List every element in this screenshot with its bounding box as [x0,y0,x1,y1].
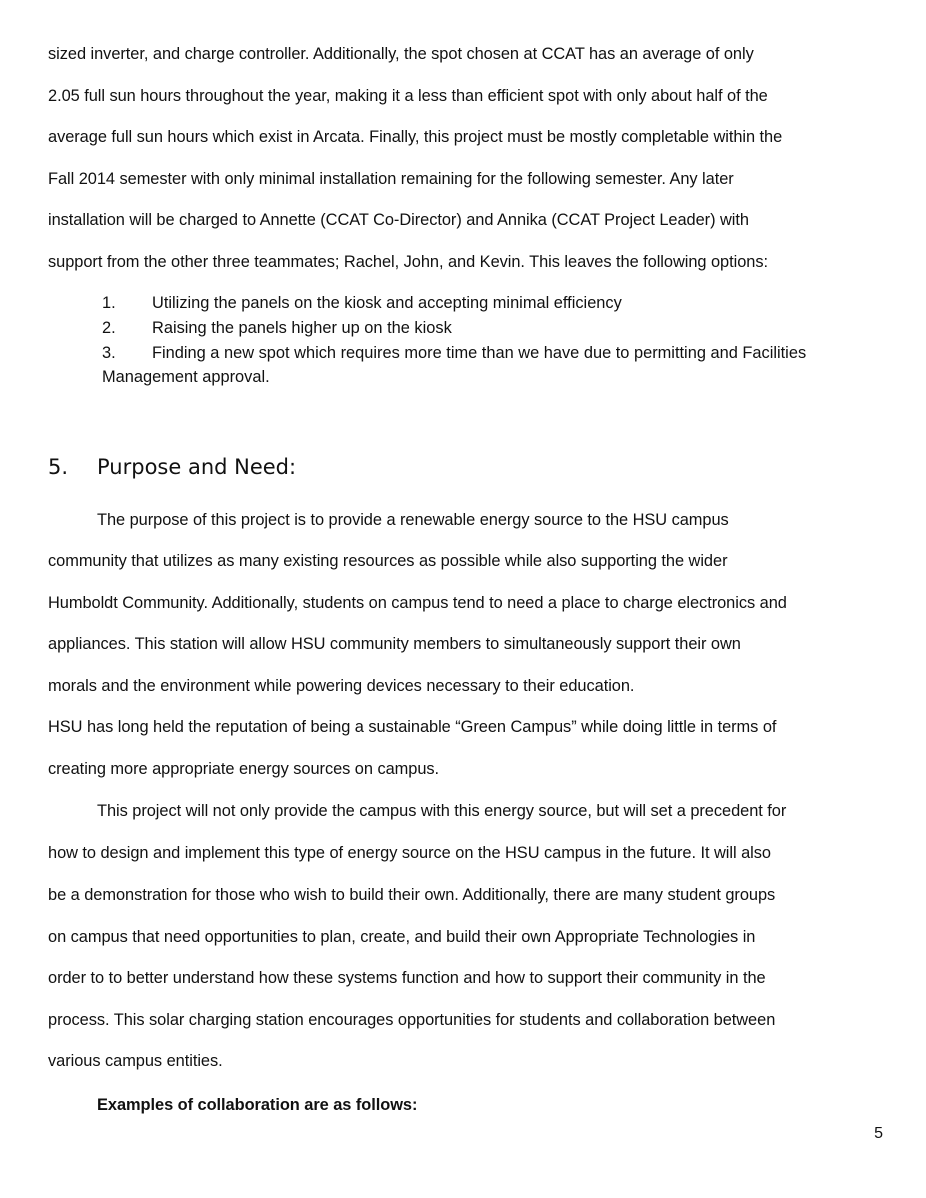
paragraph-line: This project will not only provide the campus with this energy source, but will set a precedent for [97,802,787,820]
paragraph-line: various campus entities. [48,1052,223,1070]
paragraph-line: process. This solar charging station encourages opportunities for students and collaboration between [48,1011,776,1029]
page-number: 5 [874,1125,883,1142]
paragraph-line: Humboldt Community. Additionally, students on campus tend to need a place to charge electronics and [48,594,787,612]
list-item-continuation: Management approval. [102,368,270,386]
paragraph-line: HSU has long held the reputation of being a sustainable “Green Campus” while doing little in terms of [48,718,777,736]
intro-line: support from the other three teammates; Rachel, John, and Kevin. This leaves the following options: [48,253,768,271]
list-item-text: Finding a new spot which requires more time than we have due to permitting and Facilities [152,344,807,362]
section-heading [48,454,296,480]
paragraph-line: creating more appropriate energy sources on campus. [48,760,440,778]
list-item-number: 3. [102,344,116,362]
list-item-text: Raising the panels higher up on the kiosk [152,319,452,337]
intro-line: Fall 2014 semester with only minimal installation remaining for the following semester. Any later [48,170,734,188]
paragraph-line: morals and the environment while powering devices necessary to their education. [48,677,635,695]
intro-line: sized inverter, and charge controller. Additionally, the spot chosen at CCAT has an average of only [48,45,754,63]
paragraph-line: on campus that need opportunities to plan, create, and build their own Appropriate Technologies in [48,928,756,946]
section-title: Purpose and Need: [97,455,297,479]
intro-line: 2.05 full sun hours throughout the year, making it a less than efficient spot with only about half of the [48,87,768,105]
paragraph-line: appliances. This station will allow HSU community members to simultaneously support their own [48,635,741,653]
paragraph-line: order to to better understand how these systems function and how to support their community in the [48,969,766,987]
paragraph-line: community that utilizes as many existing resources as possible while also supporting the wider [48,552,728,570]
list-item-text: Utilizing the panels on the kiosk and accepting minimal efficiency [152,294,622,312]
list-item-number: 2. [102,319,116,337]
examples-heading: Examples of collaboration are as follows: [97,1096,418,1114]
section-number: 5. [48,455,69,479]
intro-line: average full sun hours which exist in Arcata. Finally, this project must be mostly completable within the [48,128,783,146]
paragraph-line: be a demonstration for those who wish to build their own. Additionally, there are many student groups [48,886,776,904]
list-item-number: 1. [102,294,116,312]
paragraph-line: The purpose of this project is to provide a renewable energy source to the HSU campus [97,511,729,529]
paragraph-line: how to design and implement this type of energy source on the HSU campus in the future. It will also [48,844,771,862]
intro-line: installation will be charged to Annette (CCAT Co-Director) and Annika (CCAT Project Leader) with [48,211,749,229]
